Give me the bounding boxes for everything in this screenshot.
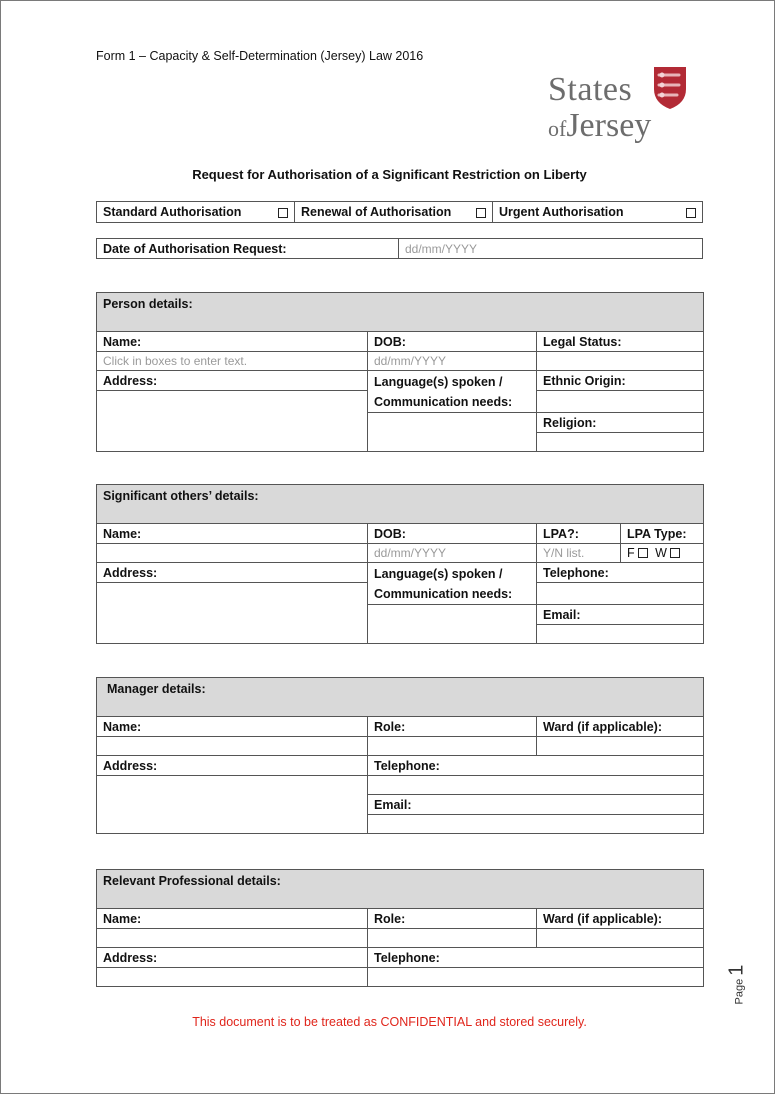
lpa-type-f-checkbox[interactable] (638, 548, 648, 558)
standard-authorisation-checkbox[interactable] (278, 208, 288, 218)
professional-name-input[interactable] (97, 929, 368, 948)
person-ethnic-origin-input[interactable] (537, 391, 704, 413)
professional-name-label: Name: (97, 909, 368, 929)
form-title: Request for Authorisation of a Significant Restriction on Liberty (192, 167, 587, 182)
manager-email-input[interactable] (368, 815, 704, 834)
person-details-heading: Person details: (97, 293, 704, 332)
person-religion-label: Religion: (537, 413, 704, 433)
manager-details-table (96, 677, 704, 834)
professional-ward-input[interactable] (537, 929, 704, 948)
urgent-authorisation-cell[interactable]: Urgent Authorisation (493, 202, 703, 223)
logo-word-jersey: ofJersey (548, 107, 652, 144)
authorisation-type-table (96, 201, 703, 223)
confidential-notice: This document is to be treated as CONFIDENTIAL and stored securely. (192, 1015, 587, 1029)
person-dob-input[interactable]: dd/mm/YYYY (368, 352, 537, 371)
person-legal-status-input[interactable] (537, 352, 704, 371)
date-request-input[interactable]: dd/mm/YYYY (399, 239, 703, 259)
other-language-label: Language(s) spoken / Communication needs: (368, 563, 537, 605)
person-dob-label: DOB: (368, 332, 537, 352)
manager-ward-input[interactable] (537, 737, 704, 756)
manager-address-label: Address: (97, 756, 368, 776)
manager-role-input[interactable] (368, 737, 537, 756)
person-details-table (96, 292, 704, 452)
other-address-label: Address: (97, 563, 368, 583)
other-dob-label: DOB: (368, 524, 537, 544)
professional-telephone-label: Telephone: (368, 948, 704, 968)
other-lpa-label: LPA?: (537, 524, 621, 544)
renewal-authorisation-cell[interactable]: Renewal of Authorisation (295, 202, 493, 223)
professional-address-input[interactable] (97, 968, 368, 987)
professional-role-input[interactable] (368, 929, 537, 948)
other-email-input[interactable] (537, 625, 704, 644)
other-lpa-type-options: F W (621, 544, 704, 563)
person-ethnic-origin-label: Ethnic Origin: (537, 371, 704, 391)
other-language-input[interactable] (368, 605, 537, 644)
lpa-type-w-checkbox[interactable] (670, 548, 680, 558)
other-email-label: Email: (537, 605, 704, 625)
person-address-label: Address: (97, 371, 368, 391)
manager-details-heading: Manager details: (97, 678, 704, 717)
professional-ward-label: Ward (if applicable): (537, 909, 704, 929)
other-name-input[interactable] (97, 544, 368, 563)
standard-authorisation-cell[interactable]: Standard Authorisation (97, 202, 295, 223)
significant-others-heading: Significant others’ details: (97, 485, 704, 524)
jersey-crest-icon (652, 67, 688, 109)
date-request-label: Date of Authorisation Request: (97, 239, 399, 259)
states-of-jersey-logo (546, 67, 696, 147)
person-name-label: Name: (97, 332, 368, 352)
manager-role-label: Role: (368, 717, 537, 737)
renewal-authorisation-checkbox[interactable] (476, 208, 486, 218)
professional-telephone-input[interactable] (368, 968, 704, 987)
professional-details-heading: Relevant Professional details: (97, 870, 704, 909)
other-lpa-type-label: LPA Type: (621, 524, 704, 544)
person-religion-input[interactable] (537, 433, 704, 452)
manager-telephone-input[interactable] (368, 776, 704, 795)
manager-name-label: Name: (97, 717, 368, 737)
person-language-input[interactable] (368, 413, 537, 452)
person-address-input[interactable] (97, 391, 368, 452)
date-request-table (96, 238, 703, 259)
significant-others-table (96, 484, 704, 644)
other-telephone-label: Telephone: (537, 563, 704, 583)
professional-details-table (96, 869, 704, 987)
person-name-input[interactable]: Click in boxes to enter text. (97, 352, 368, 371)
urgent-authorisation-checkbox[interactable] (686, 208, 696, 218)
form-header-title: Form 1 – Capacity & Self-Determination (Jersey) Law 2016 (96, 49, 424, 63)
person-legal-status-label: Legal Status: (537, 332, 704, 352)
person-language-label: Language(s) spoken / Communication needs: (368, 371, 537, 413)
other-telephone-input[interactable] (537, 583, 704, 605)
other-lpa-select[interactable]: Y/N list. (537, 544, 621, 563)
other-address-input[interactable] (97, 583, 368, 644)
manager-address-input[interactable] (97, 776, 368, 834)
logo-word-states: States (548, 71, 633, 108)
other-name-label: Name: (97, 524, 368, 544)
manager-name-input[interactable] (97, 737, 368, 756)
professional-address-label: Address: (97, 948, 368, 968)
manager-telephone-label: Telephone: (368, 756, 704, 776)
other-dob-input[interactable]: dd/mm/YYYY (368, 544, 537, 563)
manager-ward-label: Ward (if applicable): (537, 717, 704, 737)
professional-role-label: Role: (368, 909, 537, 929)
page-number: Page 1 (725, 964, 748, 1005)
manager-email-label: Email: (368, 795, 704, 815)
